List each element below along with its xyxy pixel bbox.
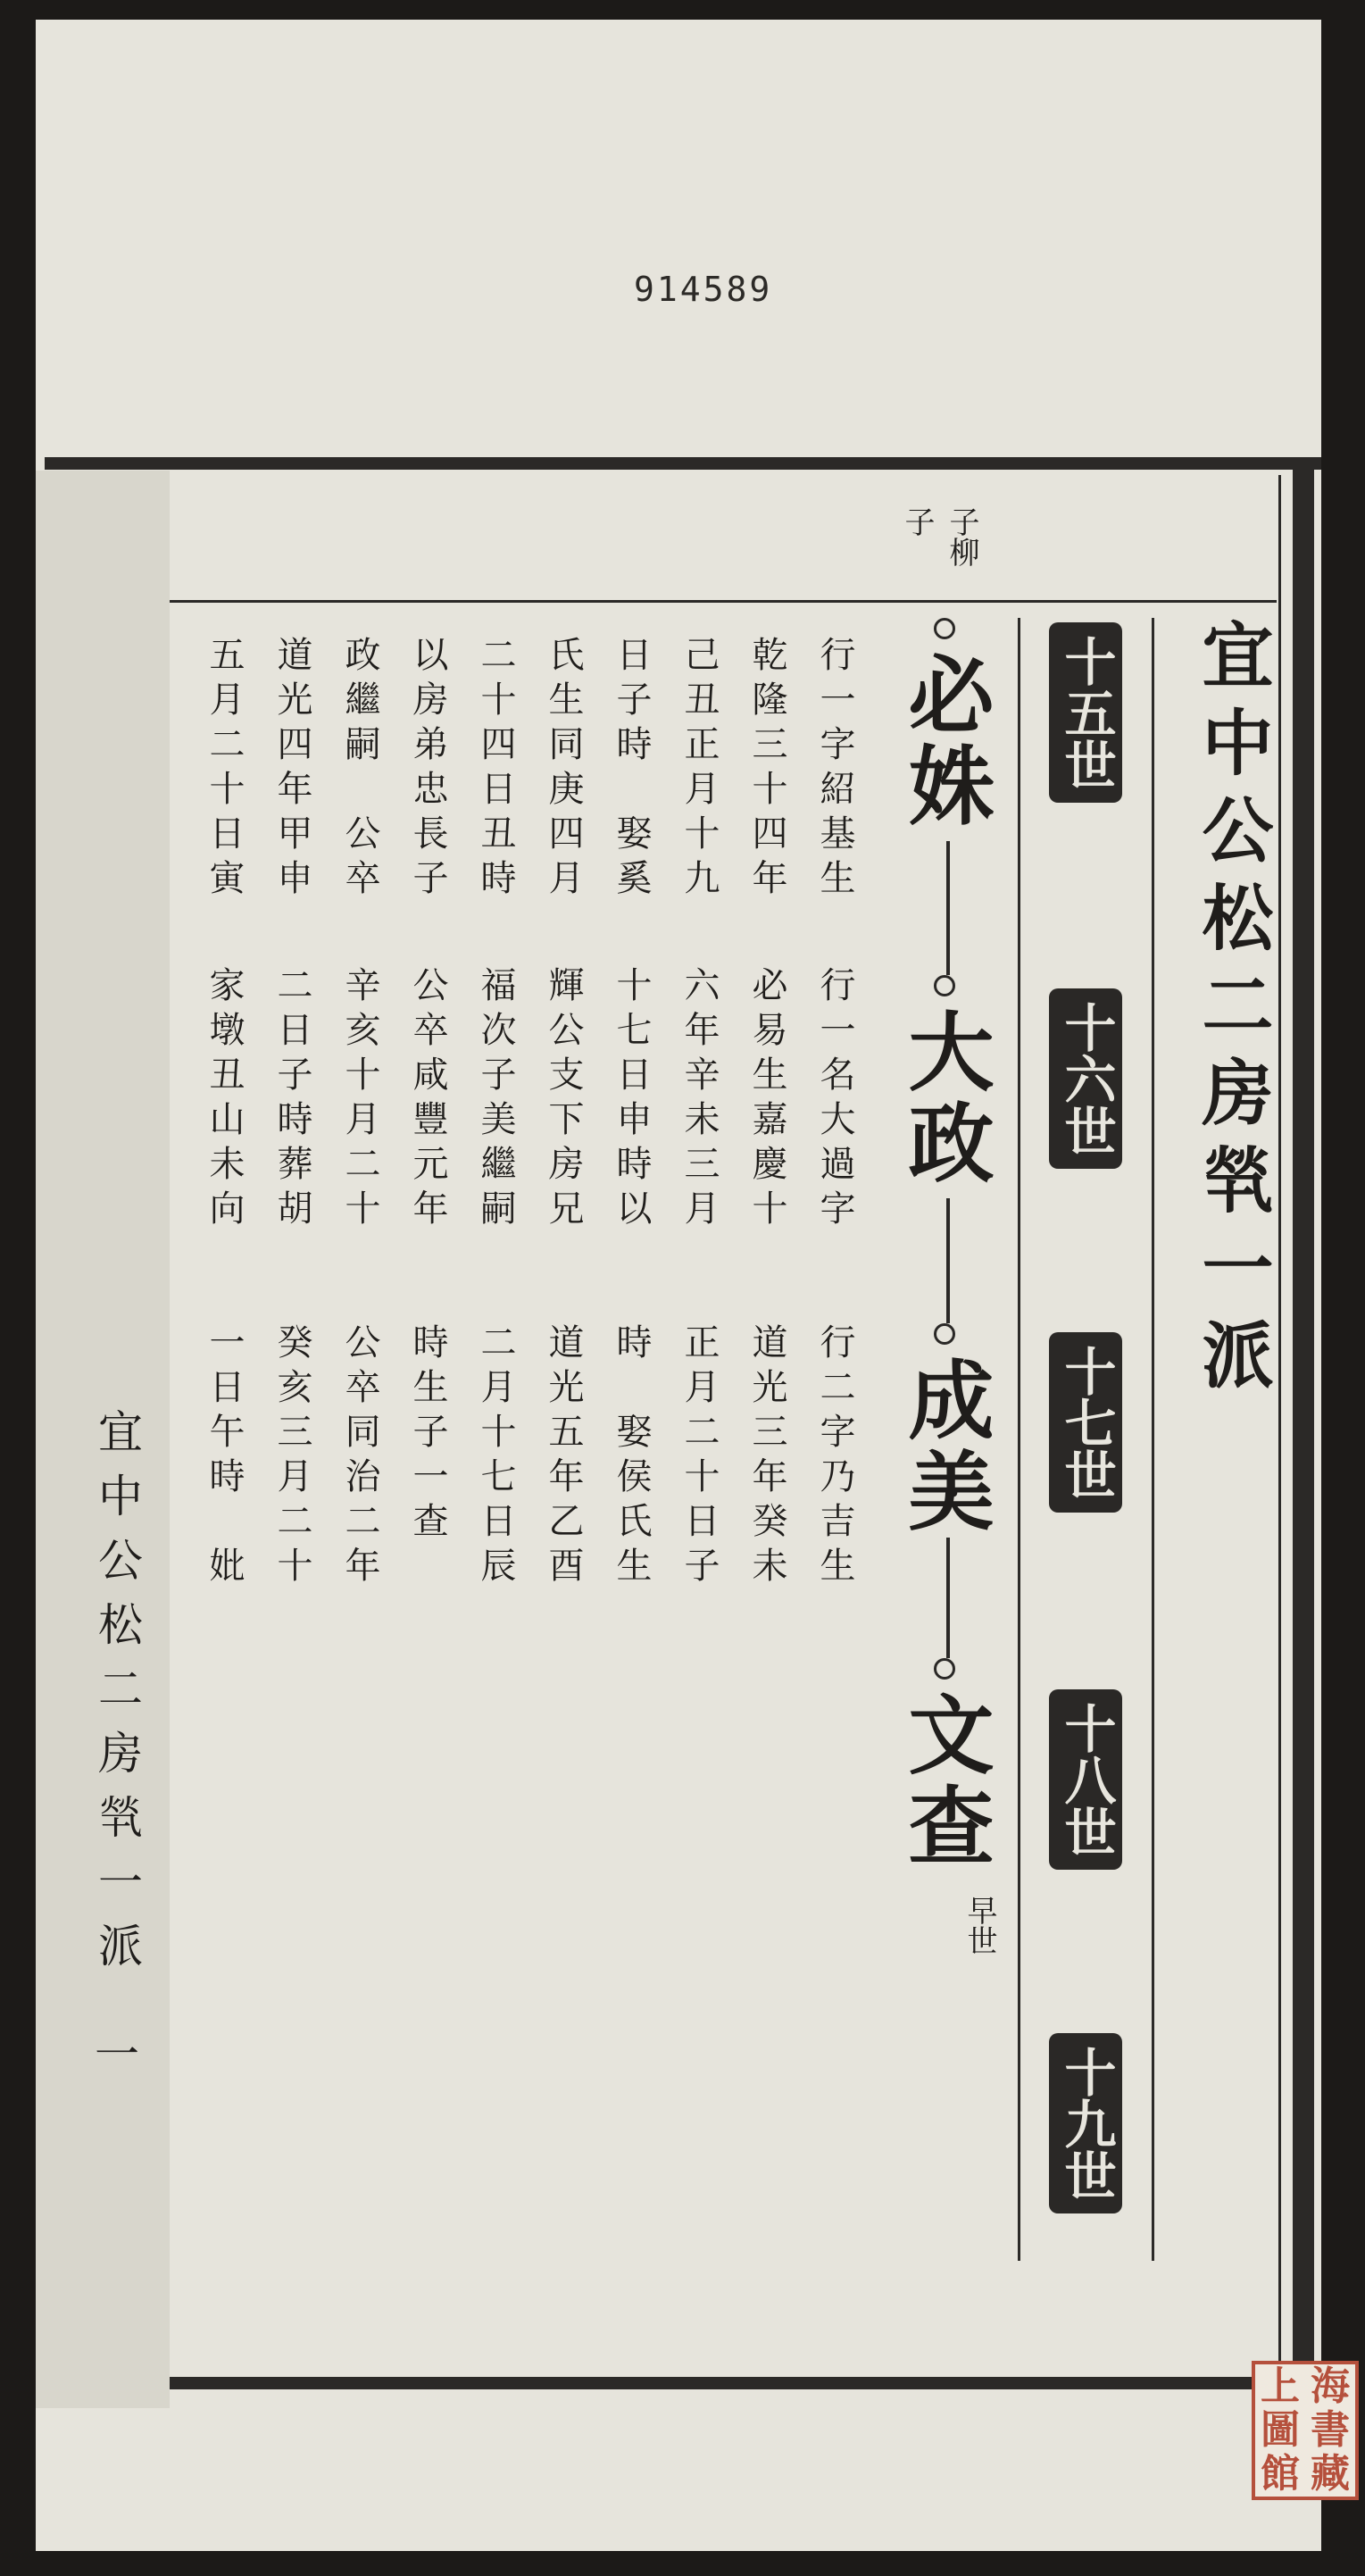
biography-text: 日子時 娶奚	[611, 636, 652, 904]
biography-text: 輝公支下房兄	[543, 966, 584, 1234]
biography-text: 道光四年甲申	[271, 636, 312, 904]
biography-column	[270, 966, 314, 1234]
ring-marker	[934, 975, 955, 996]
generation-label: 十五世	[1055, 635, 1117, 790]
biography-column	[677, 1323, 721, 1591]
generation-rule-right	[1152, 618, 1154, 2261]
biography-column	[337, 966, 382, 1234]
heading-text: 宜中公松二房㷀一派	[1190, 618, 1274, 1405]
biography-text: 道光三年癸未	[746, 1323, 787, 1591]
biography-column	[541, 966, 586, 1234]
biography-text: 氏生同庚四月	[543, 636, 584, 904]
biography-column	[473, 1323, 518, 1591]
top-border	[45, 457, 1321, 470]
biography-text: 家墩丑山未向	[204, 966, 245, 1234]
biography-column	[270, 636, 314, 904]
person-name: 必姝	[895, 650, 995, 832]
note-text: 早世	[961, 1895, 997, 1955]
biography-text: 公卒同治二年	[339, 1323, 380, 1591]
generation-badge-17	[1049, 1332, 1122, 1513]
biography-text: 二十四日丑時	[475, 636, 516, 904]
biography-column	[609, 966, 653, 1234]
biography-column	[609, 636, 653, 904]
inner-right-border	[1278, 475, 1281, 2368]
generation-badge-19	[1049, 2033, 1122, 2213]
note-text: 子柳	[944, 506, 979, 567]
biography-column	[202, 636, 246, 904]
biography-column	[745, 636, 789, 904]
biography-column	[202, 1323, 246, 1591]
generation-label: 十六世	[1055, 1001, 1117, 1156]
biography-text: 行一名大過字	[814, 966, 855, 1234]
bottom-border	[45, 2377, 1321, 2389]
biography-column	[405, 1323, 450, 1546]
spine-char: 宜中公松二房㷀一派	[91, 1408, 143, 1987]
biography-text: 辛亥十月二十	[339, 966, 380, 1234]
lineage-name-4	[895, 1658, 995, 1880]
biography-text: 道光五年乙酉	[543, 1323, 584, 1591]
top-note-2	[899, 506, 935, 540]
biography-text: 時 娶侯氏生	[611, 1323, 652, 1591]
biography-column	[541, 1323, 586, 1591]
biography-column	[745, 966, 789, 1234]
biography-text: 福次子美繼嗣	[475, 966, 516, 1234]
top-note-1	[946, 506, 977, 571]
person-name: 文查	[895, 1690, 995, 1872]
biography-column	[541, 636, 586, 904]
biography-text: 五月二十日寅	[204, 636, 245, 904]
lineage-name-3	[895, 1323, 995, 1545]
biography-column	[745, 1323, 789, 1591]
biography-text: 一日午時 妣	[204, 1323, 245, 1591]
biography-column	[337, 1323, 382, 1591]
library-seal: 上 海 圖 書 館 藏	[1252, 2361, 1359, 2500]
ring-marker	[934, 618, 955, 639]
biography-column	[337, 636, 382, 904]
lineage-connector	[946, 1538, 950, 1658]
biography-text: 乾隆三十四年	[746, 636, 787, 904]
biography-text: 二月十七日辰	[475, 1323, 516, 1591]
biography-column	[812, 636, 857, 904]
person-name: 大政	[895, 1007, 995, 1189]
generation-badge-18	[1049, 1689, 1122, 1870]
biography-text: 正月二十日子	[678, 1323, 720, 1591]
generation-badge-16	[1049, 988, 1122, 1169]
ring-marker	[934, 1323, 955, 1345]
spine-page: 一	[95, 2029, 139, 2080]
header-rule	[170, 600, 1277, 603]
biography-text: 己丑正月十九	[678, 636, 720, 904]
lineage-note	[961, 1895, 997, 1959]
ring-marker	[934, 1658, 955, 1680]
biography-text: 十七日申時以	[611, 966, 652, 1234]
biography-column	[609, 1323, 653, 1591]
generation-label: 十九世	[1055, 2046, 1117, 2201]
spine-title	[85, 1408, 149, 2087]
biography-column	[473, 966, 518, 1234]
biography-column	[812, 966, 857, 1234]
biography-text: 必易生嘉慶十	[746, 966, 787, 1234]
biography-column	[677, 966, 721, 1234]
biography-column	[473, 636, 518, 904]
lineage-name-1	[895, 618, 995, 839]
generation-label: 十七世	[1055, 1345, 1117, 1500]
biography-text: 行一字紹基生	[814, 636, 855, 904]
lineage-connector	[946, 1198, 950, 1323]
right-border	[1293, 457, 1314, 2389]
lineage-name-2	[895, 975, 995, 1196]
biography-column	[405, 636, 450, 904]
biography-column	[270, 1323, 314, 1591]
biography-text: 行二字乃吉生	[814, 1323, 855, 1591]
biography-text: 政繼嗣 公卒	[339, 636, 380, 904]
biography-column	[405, 966, 450, 1234]
spine	[36, 471, 170, 2408]
catalog-number: 914589	[634, 270, 773, 309]
genealogy-page	[36, 20, 1350, 2551]
generation-label: 十八世	[1055, 1702, 1117, 1857]
biography-text: 二日子時葬胡	[271, 966, 312, 1234]
biography-text: 以房弟忠長子	[407, 636, 448, 904]
note-text: 子	[899, 506, 935, 537]
biography-text: 癸亥三月二十	[271, 1323, 312, 1591]
biography-column	[677, 636, 721, 904]
biography-text: 公卒咸豐元年	[407, 966, 448, 1234]
generation-rule-left	[1018, 618, 1020, 2261]
heading	[1190, 618, 1274, 1416]
generation-badge-15	[1049, 622, 1122, 803]
lineage-connector	[946, 841, 950, 975]
biography-column	[812, 1323, 857, 1591]
biography-column	[202, 966, 246, 1234]
biography-text: 六年辛未三月	[678, 966, 720, 1234]
biography-text: 時生子一查	[407, 1323, 448, 1546]
person-name: 成美	[895, 1355, 995, 1538]
